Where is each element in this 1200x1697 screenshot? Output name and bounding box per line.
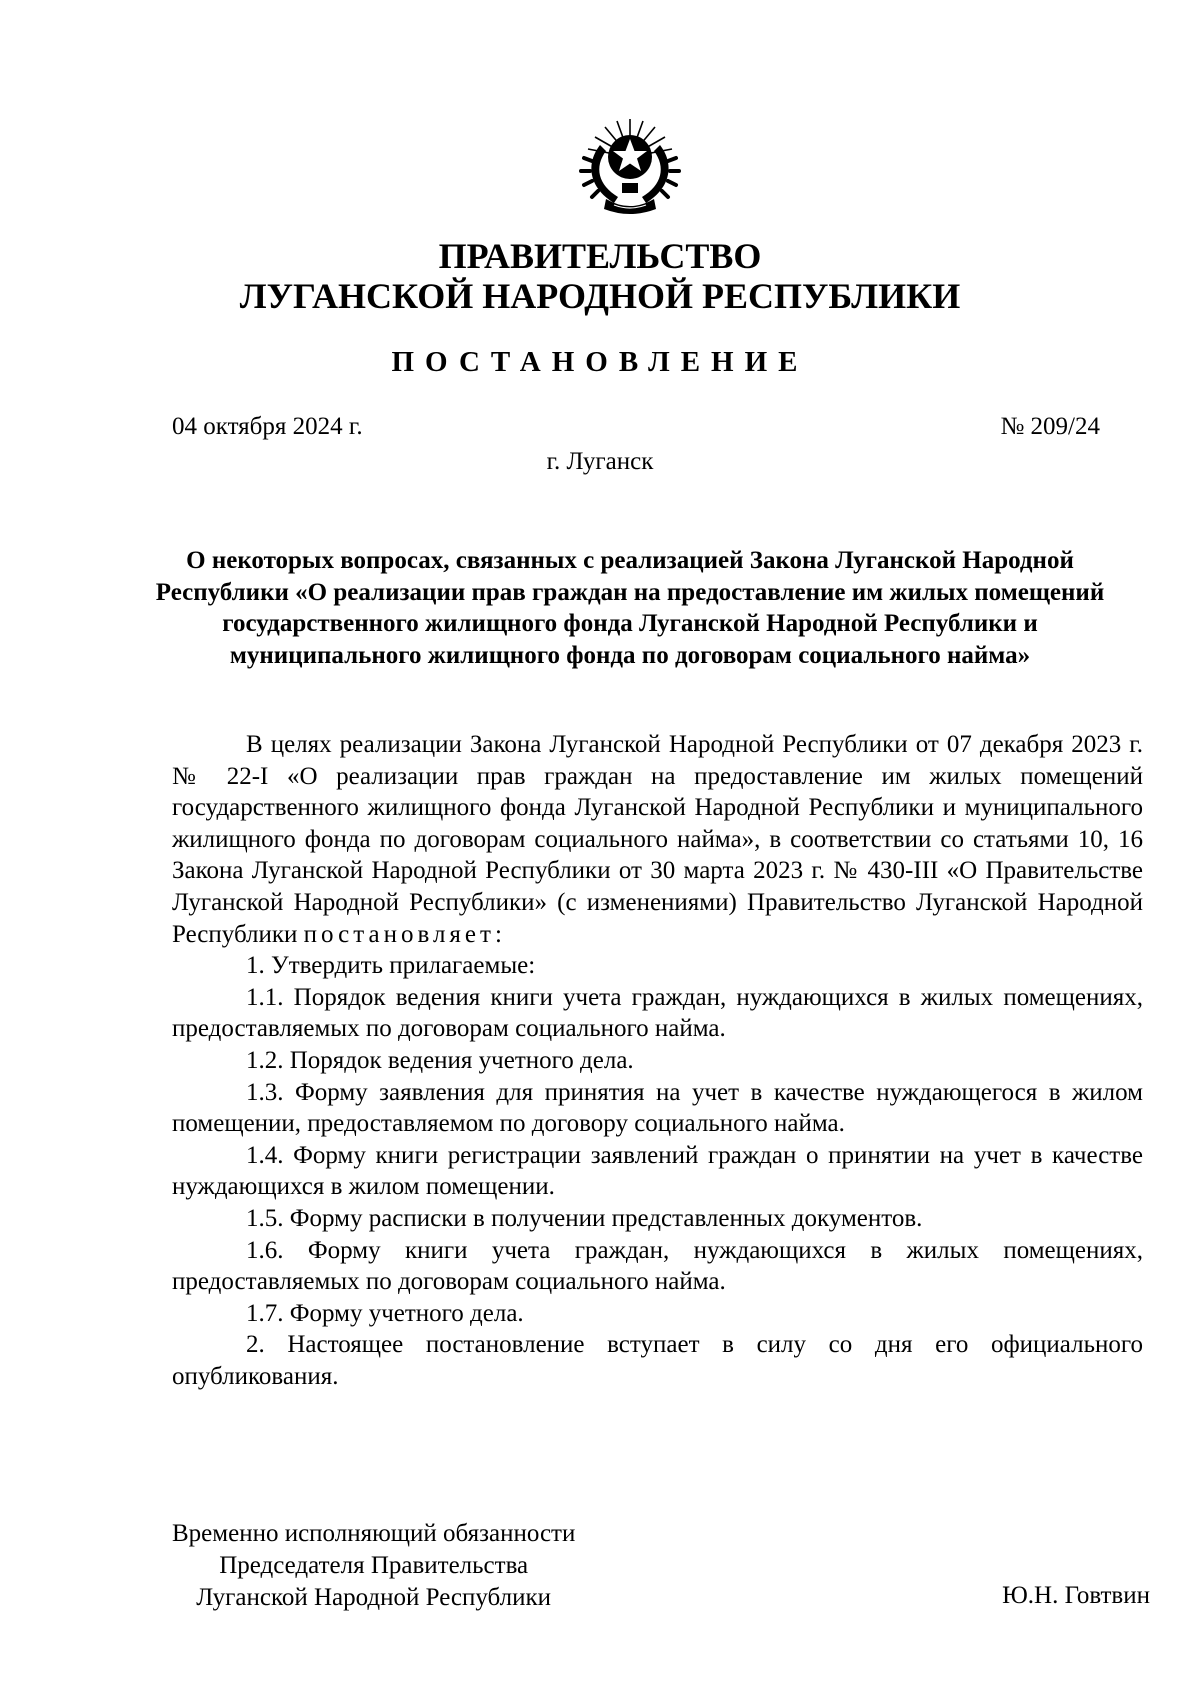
list-item: 1.2. Порядок ведения учетного дела. xyxy=(246,1046,634,1074)
document-number: № 209/24 xyxy=(1000,413,1100,440)
organization-name-line1: ПРАВИТЕЛЬСТВО xyxy=(438,236,762,276)
list-item: 1.5. Форму расписки в получении представленных документов. xyxy=(246,1204,923,1232)
signatory-position-line1: Временно исполняющий обязанности xyxy=(172,1520,576,1547)
list-item: 1.1. Порядок ведения книги учета граждан, нуждающихся в жилых помещениях, предоставляемых по договорам социального найма. xyxy=(172,983,1143,1043)
signatory-position-line3: Луганской Народной Республики xyxy=(196,1584,552,1611)
signatory-position xyxy=(172,1518,575,1614)
document-city: г. Луганск xyxy=(546,448,654,475)
document-date: 04 октября 2024 г. xyxy=(172,413,363,440)
organization-name-line2: ЛУГАНСКОЙ НАРОДНОЙ РЕСПУБЛИКИ xyxy=(239,276,961,316)
list-item: 1.6. Форму книги учета граждан, нуждающихся в жилых помещениях, предоставляемых по договорам социального найма. xyxy=(172,1236,1143,1296)
document-body xyxy=(172,729,1143,1392)
list-item: 1. Утвердить прилагаемые: xyxy=(246,952,536,980)
document-type: ПОСТАНОВЛЕНИЕ xyxy=(391,346,809,378)
document-title: О некоторых вопросах, связанных с реализацией Закона Луганской Народной Республики «О реализации прав граждан на предоставление им жилых помещений государственного жилищного фонда Луганской Народной Республики и муниципального жилищного фонда по договорам социального найма» xyxy=(155,547,1105,669)
signatory-name: Ю.Н. Говтвин xyxy=(1002,1582,1150,1609)
preamble-paragraph xyxy=(172,729,1143,950)
list-item: 2. Настоящее постановление вступает в силу со дня его официального опубликования. xyxy=(172,1331,1143,1390)
lpr-coat-of-arms-icon xyxy=(570,115,690,215)
preamble-text: В целях реализации Закона Луганской Народной Республики от 07 декабря 2023 г. № 22-I «О реализации прав граждан на предоставление им жилых помещений государственного жилищного фонда Луганской Народной Республики и муниципального жилищного фонда по договорам социального найма», в соответствии со статьями 10, 16 Закона Луганской Народной Республики от 30 марта 2023 г. № 430-III «О Правительстве Луганской Народной Республики» (с изменениями) Правительство Луганской Народной Республики xyxy=(172,731,1143,948)
signatory-position-line2: Председателя Правительства xyxy=(219,1552,529,1579)
list-item: 1.4. Форму книги регистрации заявлений граждан о принятии на учет в качестве нуждающихся в жилом помещении. xyxy=(172,1141,1143,1201)
preamble-verb: постановляет: xyxy=(303,920,506,948)
list-item: 1.3. Форму заявления для принятия на учет в качестве нуждающегося в жилом помещении, предоставляемом по договору социального найма. xyxy=(172,1078,1143,1138)
list-item: 1.7. Форму учетного дела. xyxy=(246,1299,524,1327)
